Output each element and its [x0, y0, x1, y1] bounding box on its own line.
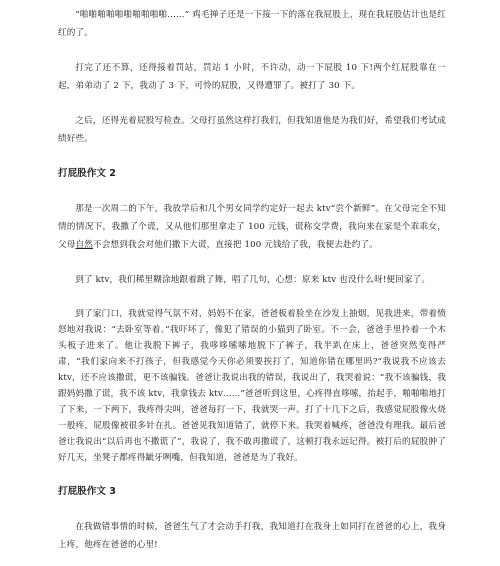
- essay-2-paragraph-1-part-a: 那是一次周二的下午，我放学后和几个男女同学约定好一起去 ktv“尝个新鲜”。在父母完全不知情的情况下，我撒了个谎，又从他们那里拿走了 100 元钱，谎称交学费，我向来在家是个乖乖女，父母: [58, 204, 446, 250]
- essay-2-paragraph-1-part-b: 不会想到我会对他们撒下大谎，直接把 100 元钱给了我，我便去赴约了。: [93, 240, 378, 250]
- essay-3-title: 打屁股作文 3: [58, 486, 116, 497]
- intro-paragraph-1: “啪啪啪啪啪啪啪啪啪啪……” 鸡毛掸子还是一下接一下的落在我屁股上，现在我屁股估计也是红红的了。: [58, 10, 446, 38]
- intro-paragraph-2: 打完了还不算，还得接着罚站，罚站 1 小时，不许动，动一下屁股 10 下!两个红屁股靠在一起，弟弟动了 2 下，我动了 3 下，可怜的屁股，又得遭罪了。被打了 30 下。: [58, 63, 446, 91]
- underlined-word: 自然: [75, 240, 93, 250]
- essay-2-paragraph-2: 到了 ktv，我们稀里糊涂地跟着跳了舞，唱了几句，心想：原来 ktv 也没什么呀!便回家了。: [75, 275, 431, 285]
- essay-2-paragraph-3: 到了家门口，我就觉得气氛不对，妈妈不在家，爸爸板着脸坐在沙发上抽烟，见我进来，带着愤怒地对我说：“去卧室等着。”我吓坏了，像犯了错误的小猫到了卧室。不一会，爸爸手里拎着一个木头板子进来了。他让我脱下裤子，我哆哆嗦嗦地脱下了裤子，我半趴在床上，爸爸突然变得严肃，“我们家向来不打孩子，但我感觉今天你必须要挨打了，知道你错在哪里吗?”我说我不应该去 ktv，还不应该撒谎，更不该骗钱。爸爸让我说出我的错误，我说出了，我哭着说：“我不该骗钱，我跟妈妈撒了谎，我不该 ktv，我拿钱去 ktv……”爸爸听到这里，心疼得直哆嗦，抬起手，啪啪啪地打了下来，一下两下，我疼得尖叫，爸爸每打一下，我就哭一声。打了十几下之后，我感觉屁股像火烧一般疼，屁股像被很多针在扎。爸爸见我知道错了，就停下来。我哭着喊疼，爸爸没有理我。最后爸爸让我说出“以后再也不撒谎了”，我说了，我不敢再撒谎了，这顿打我永远记得。被打后的屁股肿了好几天，坐凳子都疼得龇牙咧嘴，但我知道，爸爸是为了我好。: [58, 309, 446, 463]
- essay-2-paragraph-1: [58, 200, 446, 254]
- essay-2-title: 打屁股作文 2: [58, 168, 116, 179]
- intro-paragraph-3: 之后，还得光着屁股写检查。父母打虽然这样打我们，但我知道他是为我们好，希望我们考试成绩好些。: [58, 116, 446, 144]
- essay-3-paragraph-1: 在我做错事情的时候，爸爸生气了才会动手打我，我知道打在我身上如同打在爸爸的心上，我身上疼，他疼在爸爸的心里!: [58, 522, 446, 550]
